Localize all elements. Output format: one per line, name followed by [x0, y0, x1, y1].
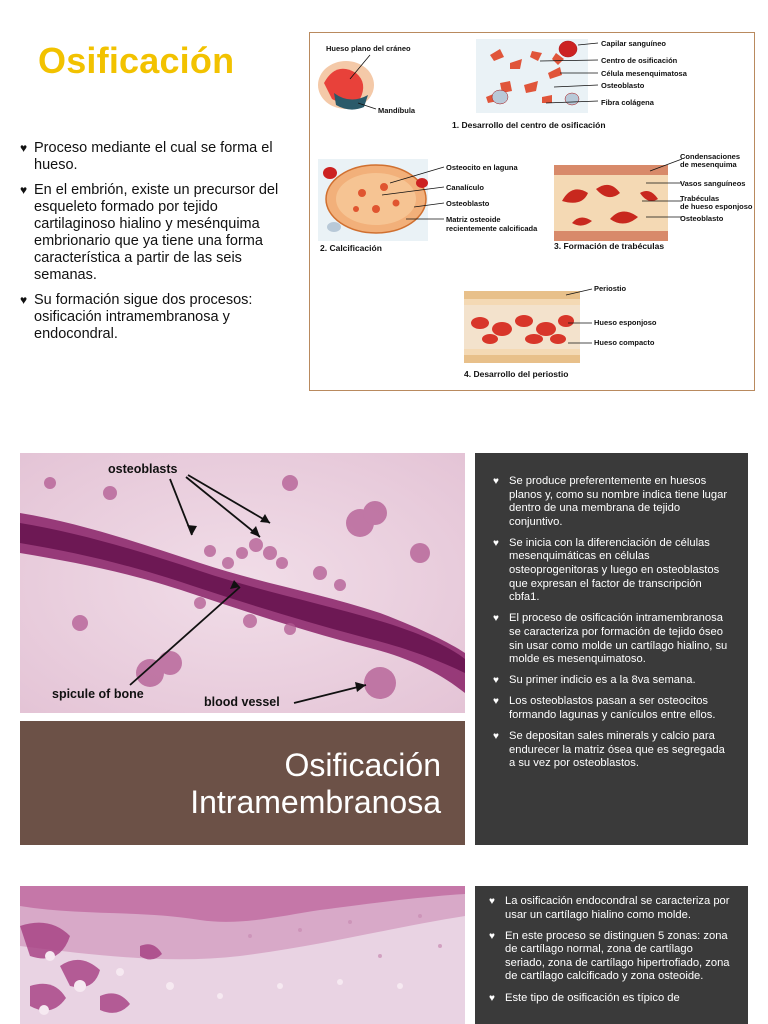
- list-item: [489, 930, 734, 984]
- slide3-bullet-list: [489, 895, 734, 1005]
- caption-2: 2. Calcificación: [320, 243, 382, 253]
- label-esponjoso: Hueso esponjoso: [594, 318, 657, 327]
- label-vasos: Vasos sanguíneos: [680, 179, 746, 188]
- list-item: [493, 537, 734, 605]
- heart-bullet-icon: ♥: [493, 731, 499, 742]
- label-osteoblasto: Osteoblasto: [601, 81, 645, 90]
- bullet-text: En el embrión, existe un precursor del esqueleto formado por tejido cartilaginoso hialino y mesénquima embrionario que ya tiene una forma característica a partir de las seis semanas.: [34, 182, 279, 283]
- heart-bullet-icon: ♥: [20, 141, 28, 155]
- slide1-title: Osificación: [38, 40, 235, 81]
- label-canaliculo: Canalículo: [446, 183, 484, 192]
- bullet-text: Se inicia con la diferenciación de células mesenquimáticas en células osteoprogenitoras y luego en osteoblastos que expresan el factor de transcripción cbfa1.: [509, 536, 720, 604]
- banner-title: [190, 747, 441, 821]
- heart-bullet-icon: ♥: [493, 476, 499, 487]
- heart-bullet-icon: ♥: [20, 293, 28, 307]
- label-trab-2: de hueso esponjoso: [680, 202, 753, 211]
- bullet-text: Se produce preferentemente en huesos planos y, como su nombre indica tiene lugar dentro de una membrana de tejido conjuntivo.: [509, 475, 728, 528]
- label-capilar: Capilar sanguíneo: [601, 39, 667, 48]
- list-item: [493, 674, 734, 688]
- slide1-bullet-list: [20, 140, 292, 351]
- bullet-text: El proceso de osificación intramembranosa se caracteriza por formación de tejido óseo sin usar como molde un cartílago hialino, su molde es mesenquimatoso.: [509, 612, 728, 666]
- caption-3: 3. Formación de trabéculas: [554, 241, 665, 251]
- caption-4: 4. Desarrollo del periostio: [464, 369, 569, 379]
- label-osteocito: Osteocito en laguna: [446, 163, 518, 172]
- bullet-text: Proceso mediante el cual se forma el hueso.: [34, 140, 273, 173]
- micrograph-illustration: [20, 886, 465, 1024]
- banner-line-2: Intramembranosa: [190, 784, 441, 820]
- micrograph-osteoblasts: [20, 453, 465, 713]
- heart-bullet-icon: ♥: [493, 696, 499, 708]
- ossification-diagram: [309, 32, 755, 391]
- label-celula-mes: Célula mesenquimatosa: [601, 69, 687, 78]
- banner-line-1: Osificación: [284, 747, 441, 783]
- trabeculae-illustration: [554, 159, 682, 241]
- label-condens-1: Condensaciones: [680, 152, 741, 161]
- bullet-text: Los osteoblastos pasan a ser osteocitos formando lagunas y canículos entre ellos.: [509, 695, 716, 721]
- heart-bullet-icon: ♥: [493, 613, 499, 625]
- periosteum-illustration: [464, 289, 592, 363]
- calcification-illustration: [318, 159, 444, 241]
- heart-bullet-icon: ♥: [489, 896, 495, 907]
- heart-bullet-icon: ♥: [20, 183, 28, 197]
- label-blood-vessel: blood vessel: [204, 695, 280, 709]
- heart-bullet-icon: ♥: [493, 537, 499, 549]
- list-item: [20, 182, 292, 284]
- micrograph-illustration: [20, 453, 465, 713]
- label-matriz-2: recientemente calcificada: [446, 224, 538, 233]
- mesenchyme-illustration: [476, 39, 598, 113]
- label-mandibula: Mandíbula: [378, 106, 416, 115]
- list-item: [493, 730, 734, 771]
- label-compacto: Hueso compacto: [594, 338, 655, 347]
- label-trab-1: Trabéculas: [680, 194, 720, 203]
- label-periostio: Periostio: [594, 284, 627, 293]
- intramembranous-text-panel: [475, 453, 748, 845]
- skull-illustration: [318, 55, 376, 110]
- caption-1: 1. Desarrollo del centro de osificación: [452, 120, 606, 130]
- label-osteoblasto-2: Osteoblasto: [446, 199, 490, 208]
- list-item: [493, 695, 734, 722]
- label-centro: Centro de osificación: [601, 56, 678, 65]
- list-item: [20, 292, 292, 343]
- label-fibra: Fibra colágena: [601, 98, 654, 107]
- heart-bullet-icon: ♥: [489, 992, 495, 1004]
- bullet-text: Este tipo de osificación es típico de: [505, 991, 680, 1004]
- label-osteoblasto-3: Osteoblasto: [680, 214, 724, 223]
- intramembranous-banner: [20, 721, 465, 845]
- bullet-text: En este proceso se distinguen 5 zonas: zona de cartílago normal, zona de cartílago seriado, zona de cartílago hipertrofiado, zona de cartílago calcificado y zona osteoide.: [505, 929, 730, 983]
- endochondral-text-panel: [475, 886, 748, 1024]
- list-item: [20, 140, 292, 174]
- list-item: [493, 612, 734, 666]
- heart-bullet-icon: ♥: [489, 930, 495, 942]
- label-spicule: spicule of bone: [52, 687, 144, 701]
- label-osteoblasts: osteoblasts: [108, 462, 178, 476]
- label-hueso-plano: Hueso plano del cráneo: [326, 44, 411, 53]
- diagram-illustration: [310, 33, 754, 390]
- list-item: [489, 992, 734, 1006]
- heart-bullet-icon: ♥: [493, 675, 499, 687]
- bullet-text: Su formación sigue dos procesos: osificación intramembranosa y endocondral.: [34, 292, 253, 342]
- bullet-text: Su primer indicio es a la 8va semana.: [509, 674, 696, 687]
- label-matriz-1: Matriz osteoide: [446, 215, 501, 224]
- micrograph-endochondral: [20, 886, 465, 1024]
- bullet-text: Se depositan sales minerals y calcio para endurecer la matriz ósea que es segregada a su vez por osteoblastos.: [509, 730, 725, 770]
- list-item: [493, 475, 734, 529]
- label-condens-2: de mesenquima: [680, 160, 737, 169]
- bullet-text: La osificación endocondral se caracteriza por usar un cartílago hialino como molde.: [505, 895, 730, 921]
- list-item: [489, 895, 734, 922]
- slide2-bullet-list: [493, 475, 734, 771]
